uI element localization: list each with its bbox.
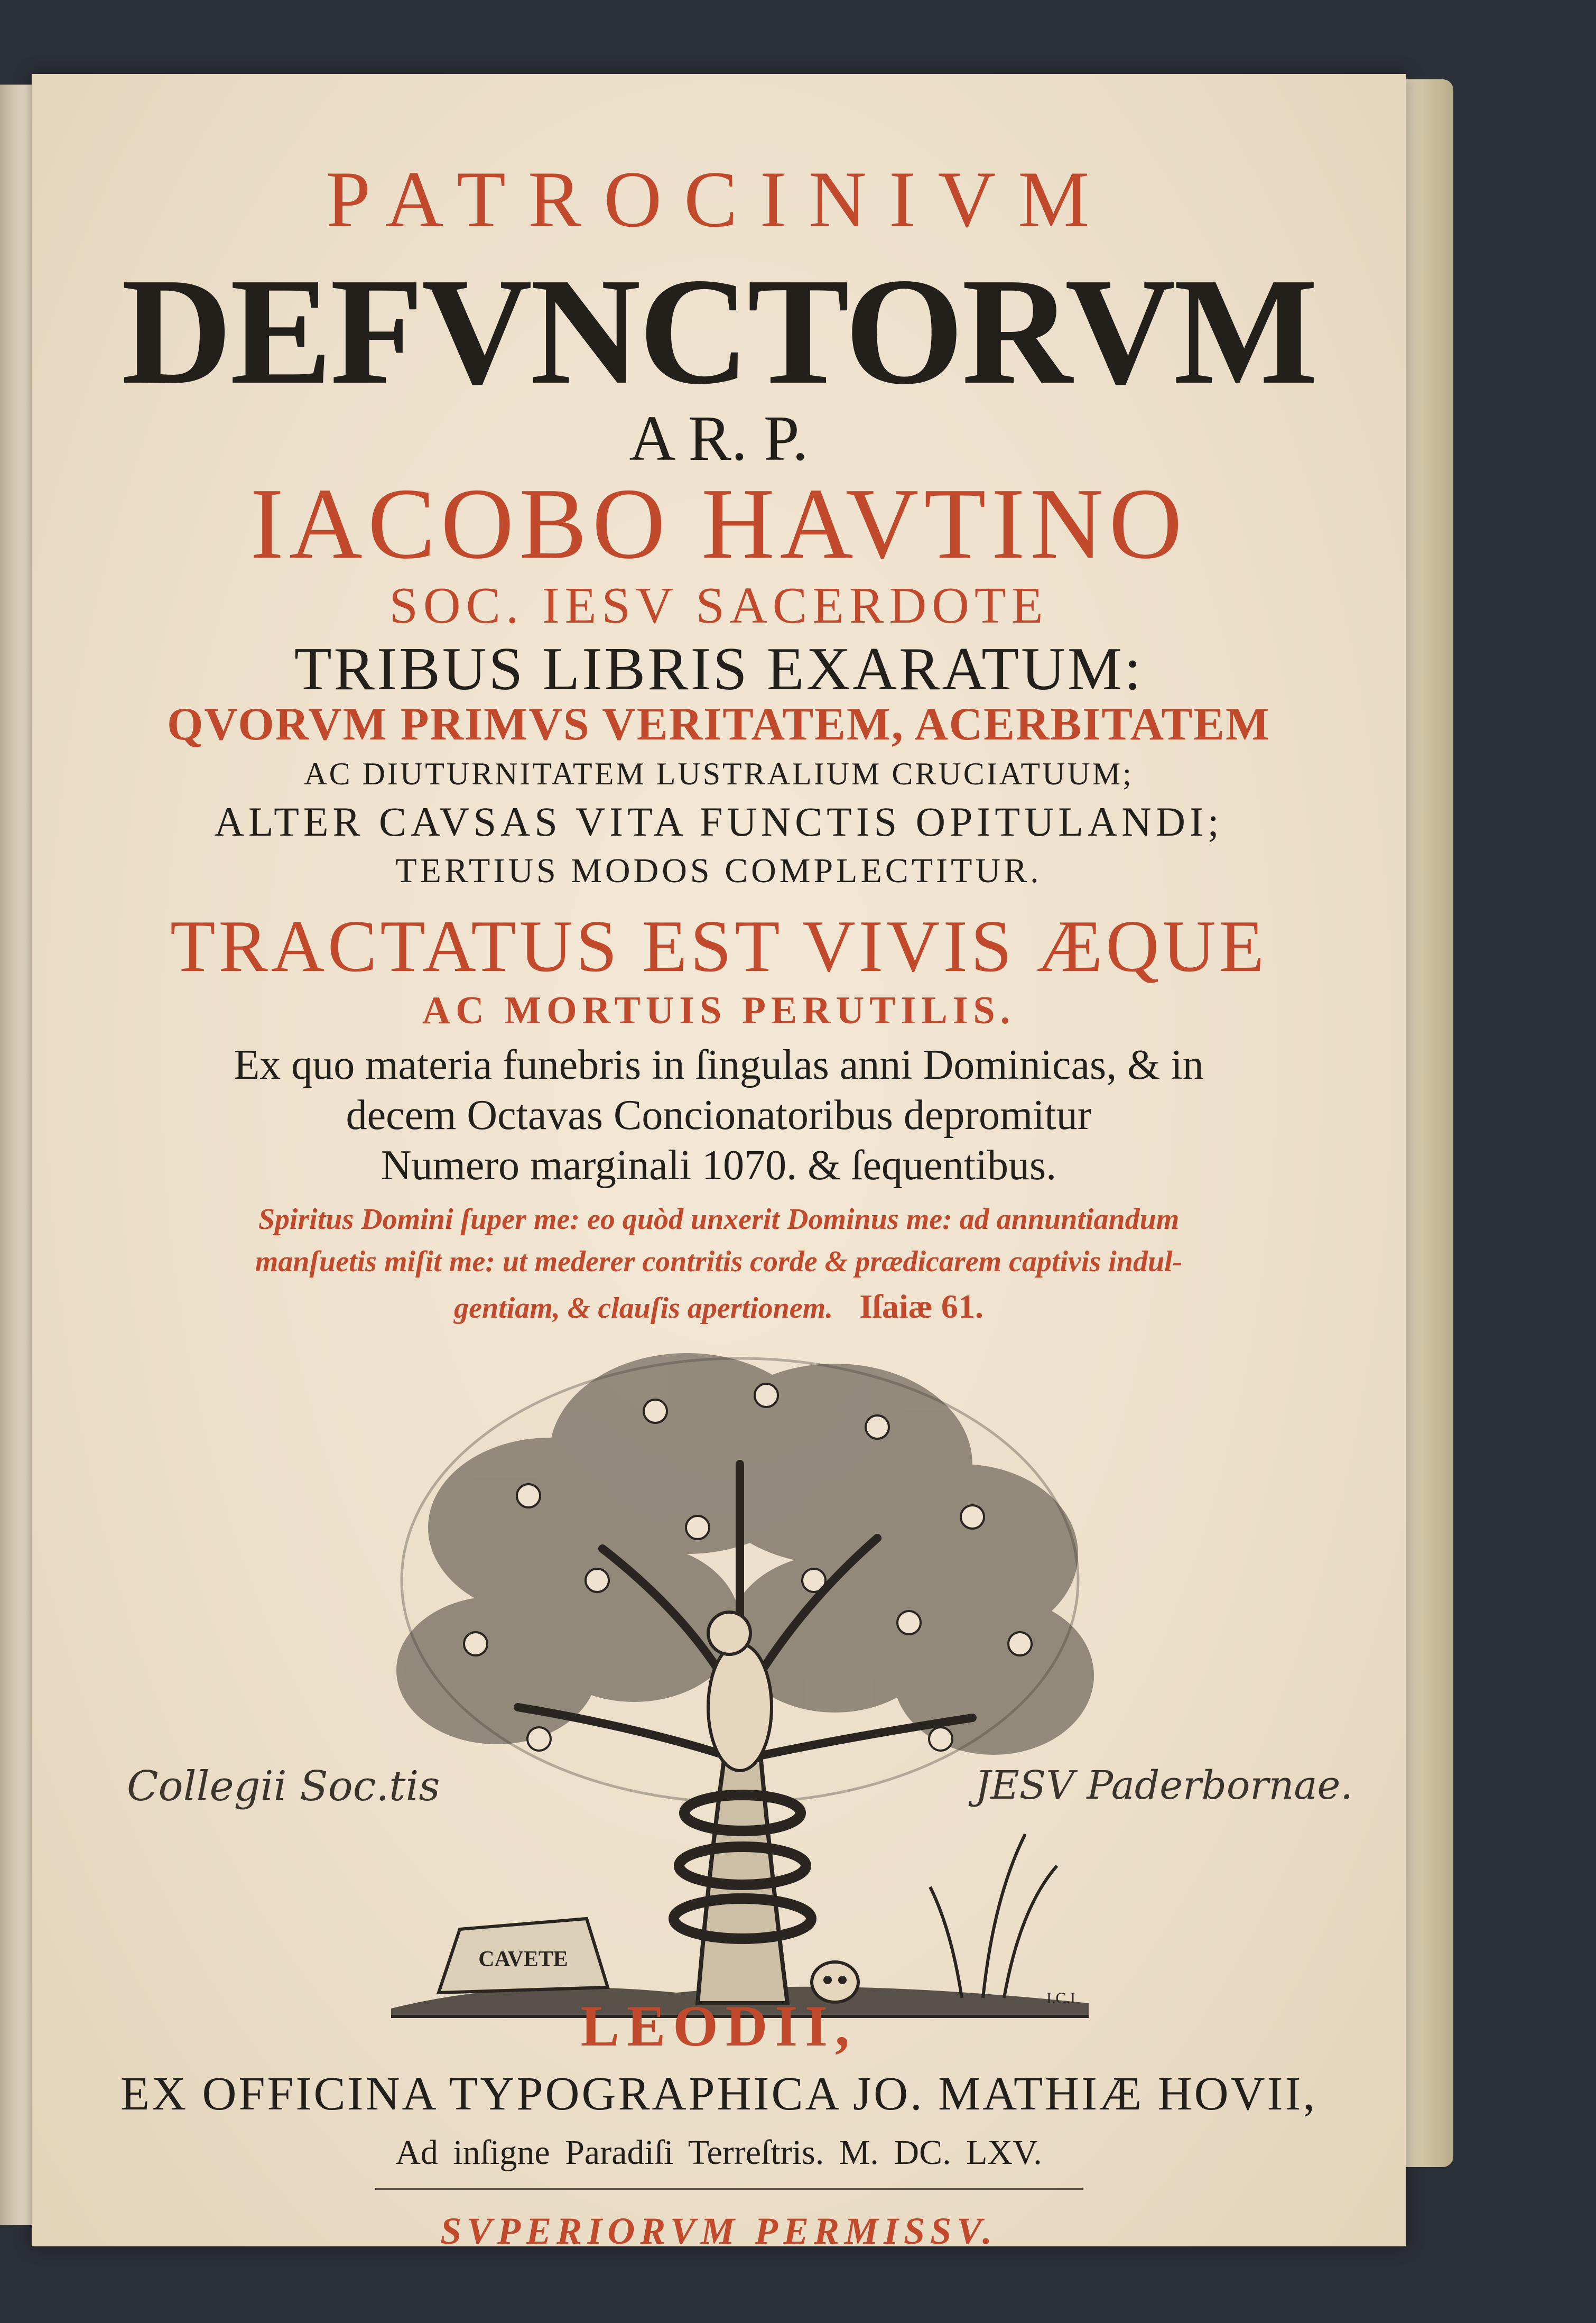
imprint-printer: EX OFFICINA TYPOGRAPHICA JO. MATHIÆ HOVII,: [120, 2068, 1317, 2120]
epigraph-line-2: manſuetis miſit me: ut mederer contritis corde & prædicarem captivis indul-: [255, 1245, 1183, 1278]
author-order: SOC. IESV SACERDOTE: [389, 577, 1048, 634]
woodcut-tree-serpent-illustration: [359, 1306, 1120, 2030]
subtitle-alter: ALTER CAVSAS VITA FUNCTIS OPITULANDI;: [214, 799, 1223, 845]
description-line-3: Numero marginali 1070. & ſequentibus.: [381, 1142, 1057, 1189]
title-line-patrocinium: PATROCINIVM: [326, 155, 1112, 244]
subtitle-diuturnitatem: AC DIUTURNITATEM LUSTRALIUM CRUCIATUUM;: [304, 756, 1134, 791]
author-name: IACOBO HAVTINO: [250, 467, 1187, 580]
imprint-address-date: Ad inſigne Paradiſi Terreſtris. M. DC. LXV.: [395, 2133, 1042, 2172]
title-line-defunctorum: DEFVNCTORVM: [121, 246, 1316, 416]
ownership-inscription-right: JESV Paderbornae.: [975, 1763, 1353, 1808]
title-page: [32, 74, 1406, 2252]
epigraph-reference: Iſaiæ 61.: [859, 1288, 983, 1325]
ownership-inscription-left: Collegii Soc.tis: [127, 1763, 440, 1810]
subtitle-quorum: QVORVM PRIMVS VERITATEM, ACERBITATEM: [166, 699, 1270, 750]
description-line-1: Ex quo materia funebris in ſingulas anni Dominicas, & in: [234, 1042, 1204, 1088]
subtitle-tractatus: TRACTATUS EST VIVIS ÆQUE: [170, 905, 1268, 987]
imprint-place: LEODII,: [580, 1994, 857, 2058]
imprint-permission: SVPERIORVM PERMISSV.: [440, 2210, 997, 2252]
imprint-rule: [375, 2188, 1083, 2190]
epigraph-line-1: Spiritus Domini ſuper me: eo quòd unxerit Dominus me: ad annuntiandum: [258, 1203, 1180, 1236]
subtitle-tertius: TERTIUS MODOS COMPLECTITUR.: [395, 852, 1042, 890]
epigraph-text: gentiam, & clauſis apertionem.: [454, 1292, 833, 1325]
subtitle-mortuis: AC MORTUIS PERUTILIS.: [422, 989, 1016, 1032]
description-line-2: decem Octavas Concionatoribus depromitur: [346, 1092, 1092, 1139]
woodcut-cavete-label: CAVETE: [478, 1947, 568, 1972]
woodcut-signature: I.C.I: [1046, 1989, 1075, 2007]
subtitle-tribus: TRIBUS LIBRIS EXARATUM:: [294, 635, 1144, 703]
title-line-arp: A R. P.: [629, 403, 809, 474]
